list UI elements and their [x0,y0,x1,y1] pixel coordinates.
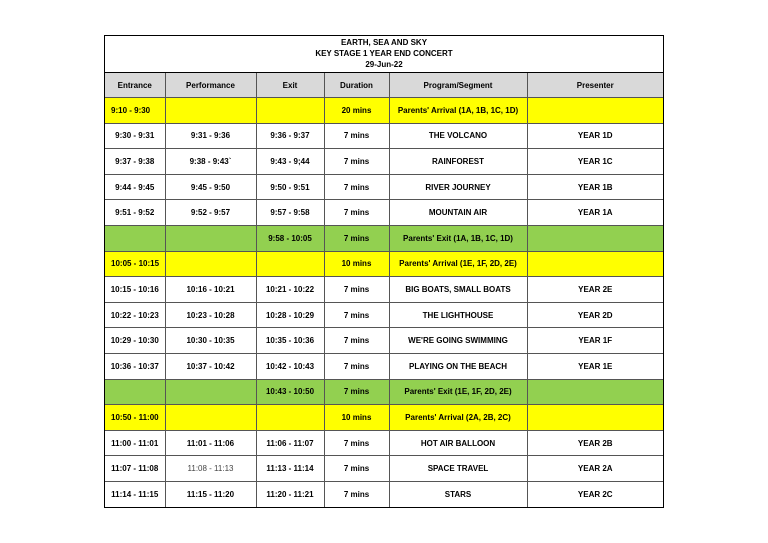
exit-cell: 9:36 - 9:37 [256,123,324,149]
entrance-cell [105,225,165,251]
entrance-cell: 9:30 - 9:31 [105,123,165,149]
presenter-cell: YEAR 1C [527,149,663,175]
presenter-cell [527,225,663,251]
program-cell: Parents' Exit (1A, 1B, 1C, 1D) [389,225,527,251]
performance-row [105,430,663,456]
column-header-exit: Exit [256,73,324,98]
exit-cell: 11:13 - 11:14 [256,456,324,482]
presenter-cell [527,405,663,431]
presenter-cell [527,98,663,124]
performance-row [105,302,663,328]
performance-row [105,277,663,303]
duration-cell: 7 mins [324,456,389,482]
entrance-cell [105,379,165,405]
performance-cell: 11:08 - 11:13 [165,456,256,482]
event-title: EARTH, SEA AND SKY [340,38,428,47]
performance-cell [165,379,256,405]
entrance-cell: 9:37 - 9:38 [105,149,165,175]
program-cell: MOUNTAIN AIR [389,200,527,226]
duration-cell: 7 mins [324,302,389,328]
program-cell: STARS [389,481,527,506]
entrance-cell: 11:00 - 11:01 [105,430,165,456]
column-header-presenter: Presenter [527,73,663,98]
duration-cell: 7 mins [324,481,389,506]
program-cell: PLAYING ON THE BEACH [389,353,527,379]
parents-arrival-row [105,405,663,431]
entrance-cell: 11:14 - 11:15 [105,481,165,506]
presenter-cell: YEAR 2D [527,302,663,328]
duration-cell: 10 mins [324,251,389,277]
entrance-cell: 10:36 - 10:37 [105,353,165,379]
exit-cell: 10:35 - 10:36 [256,328,324,354]
performance-row [105,149,663,175]
performance-cell [165,225,256,251]
column-header-entrance: Entrance [105,73,165,98]
presenter-cell [527,251,663,277]
presenter-cell: YEAR 2B [527,430,663,456]
exit-cell: 9:57 - 9:58 [256,200,324,226]
duration-cell: 7 mins [324,353,389,379]
program-cell: HOT AIR BALLOON [389,430,527,456]
performance-row [105,481,663,506]
performance-row [105,174,663,200]
exit-cell: 9:58 - 10:05 [256,225,324,251]
performance-cell [165,98,256,124]
duration-cell: 7 mins [324,225,389,251]
entrance-cell: 9:10 - 9:30 [105,98,165,124]
presenter-cell: YEAR 1B [527,174,663,200]
duration-cell: 10 mins [324,405,389,431]
performance-cell: 9:31 - 9:36 [165,123,256,149]
performance-cell: 10:37 - 10:42 [165,353,256,379]
performance-cell: 11:15 - 11:20 [165,481,256,506]
exit-cell: 10:43 - 10:50 [256,379,324,405]
performance-cell: 9:52 - 9:57 [165,200,256,226]
entrance-cell: 9:51 - 9:52 [105,200,165,226]
exit-cell: 10:28 - 10:29 [256,302,324,328]
entrance-cell: 11:07 - 11:08 [105,456,165,482]
performance-cell: 9:45 - 9:50 [165,174,256,200]
column-header-row [105,73,663,98]
program-cell: THE LIGHTHOUSE [389,302,527,328]
concert-schedule-sheet [104,35,664,508]
program-cell: WE'RE GOING SWIMMING [389,328,527,354]
exit-cell: 9:50 - 9:51 [256,174,324,200]
program-cell: Parents' Arrival (2A, 2B, 2C) [389,405,527,431]
column-header-duration: Duration [324,73,389,98]
parents-arrival-row [105,98,663,124]
event-date: 29-Jun-22 [365,60,403,69]
parents-exit-row [105,225,663,251]
performance-row [105,200,663,226]
duration-cell: 20 mins [324,98,389,124]
event-subtitle: KEY STAGE 1 YEAR END CONCERT [315,49,453,58]
exit-cell [256,251,324,277]
entrance-cell: 10:29 - 10:30 [105,328,165,354]
program-cell: Parents' Exit (1E, 1F, 2D, 2E) [389,379,527,405]
parents-exit-row [105,379,663,405]
exit-cell [256,98,324,124]
presenter-cell: YEAR 1D [527,123,663,149]
performance-cell: 10:30 - 10:35 [165,328,256,354]
performance-cell: 10:16 - 10:21 [165,277,256,303]
exit-cell: 9:43 - 9;44 [256,149,324,175]
duration-cell: 7 mins [324,174,389,200]
duration-cell: 7 mins [324,277,389,303]
performance-row [105,328,663,354]
entrance-cell: 10:05 - 10:15 [105,251,165,277]
duration-cell: 7 mins [324,328,389,354]
program-cell: BIG BOATS, SMALL BOATS [389,277,527,303]
column-header-program: Program/Segment [389,73,527,98]
presenter-cell: YEAR 2A [527,456,663,482]
performance-cell [165,251,256,277]
duration-cell: 7 mins [324,430,389,456]
presenter-cell: YEAR 1E [527,353,663,379]
presenter-cell: YEAR 2E [527,277,663,303]
schedule-body [105,98,663,507]
exit-cell: 10:42 - 10:43 [256,353,324,379]
program-cell: Parents' Arrival (1A, 1B, 1C, 1D) [389,98,527,124]
exit-cell: 11:06 - 11:07 [256,430,324,456]
entrance-cell: 10:22 - 10:23 [105,302,165,328]
performance-row [105,353,663,379]
duration-cell: 7 mins [324,123,389,149]
presenter-cell: YEAR 1F [527,328,663,354]
performance-cell [165,405,256,431]
schedule-table [105,73,663,507]
exit-cell: 10:21 - 10:22 [256,277,324,303]
entrance-cell: 10:50 - 11:00 [105,405,165,431]
column-header-performance: Performance [165,73,256,98]
presenter-cell: YEAR 2C [527,481,663,506]
duration-cell: 7 mins [324,200,389,226]
exit-cell [256,405,324,431]
performance-row [105,456,663,482]
performance-cell: 11:01 - 11:06 [165,430,256,456]
duration-cell: 7 mins [324,149,389,175]
program-cell: RAINFOREST [389,149,527,175]
schedule-title-block [105,36,663,73]
program-cell: THE VOLCANO [389,123,527,149]
parents-arrival-row [105,251,663,277]
duration-cell: 7 mins [324,379,389,405]
presenter-cell [527,379,663,405]
exit-cell: 11:20 - 11:21 [256,481,324,506]
program-cell: SPACE TRAVEL [389,456,527,482]
performance-cell: 10:23 - 10:28 [165,302,256,328]
presenter-cell: YEAR 1A [527,200,663,226]
performance-cell: 9:38 - 9:43` [165,149,256,175]
program-cell: RIVER JOURNEY [389,174,527,200]
entrance-cell: 10:15 - 10:16 [105,277,165,303]
performance-row [105,123,663,149]
entrance-cell: 9:44 - 9:45 [105,174,165,200]
program-cell: Parents' Arrival (1E, 1F, 2D, 2E) [389,251,527,277]
